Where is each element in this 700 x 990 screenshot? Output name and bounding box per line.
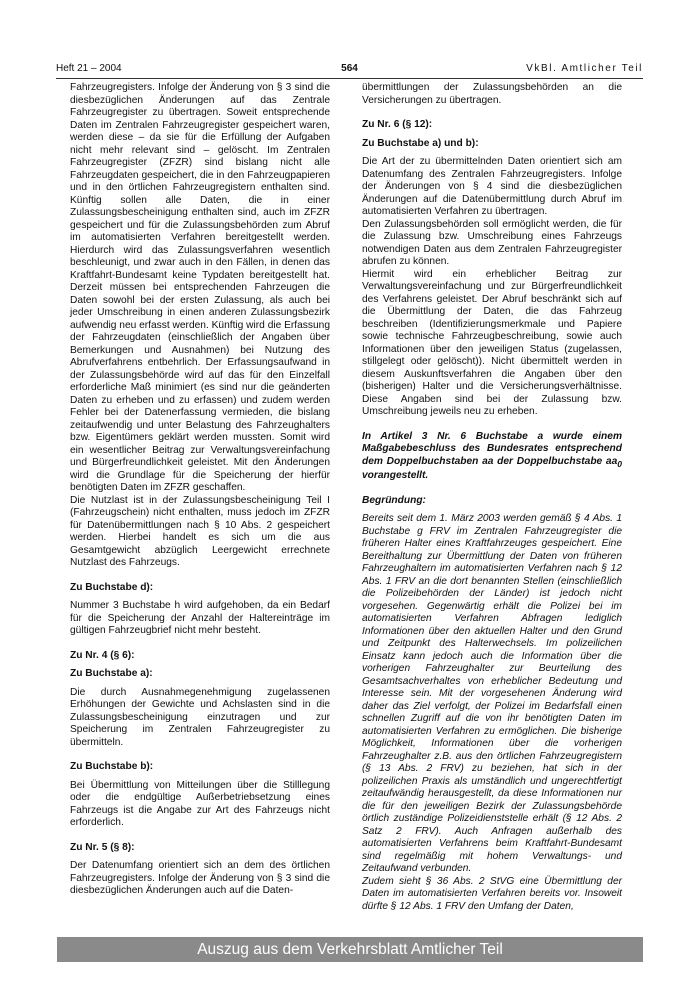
paragraph: Die Art der zu übermittelnden Daten orientiert sich am Datenumfang des Zentralen Fahrzeugregisters. Infolge der Änderungen von § 4 sind die diesbezüglichen Änderungen auf die Datenübermittlung durch Abruf im automatisierten Verfahren zu übertragen. [362, 156, 622, 217]
amendment-note-end: vorangestellt. [362, 470, 429, 482]
subsection-heading: Zu Buchstabe b): [70, 761, 154, 772]
amendment-note-text: In Artikel 3 Nr. 6 Buchstabe a wurde einem Maßgabebeschluss des Bundesrates entsprechend dem Doppelbuchstaben aa der Doppelbuchstabe aa [362, 430, 622, 467]
issue-label: Heft 21 – 2004 [56, 63, 122, 74]
paragraph: Bereits seit dem 1. März 2003 werden gemäß § 4 Abs. 1 Buchstabe g FRV im Zentralen Fahrzeugregister die früheren Halter eines Kraftfahrzeuges gespeichert. Eine Bereithaltung zur Übermittlung der Daten von früheren Fahrzeughaltern im automatisierten Verfahren nach § 12 Abs. 1 FRV an die dort benannten Stellen (einschließlich die Polizeibehörden der Länder) ist jedoch nicht vorgesehen. Gegenwärtig erhält die Polizei bei im automatisierten Verfahren Abfragen lediglich Informationen über den aktuellen Halter und den Grund und Zeitpunkt des Halterwechsels. Im polizeilichen Einsatz kann jedoch auch die Information über die vorherigen Fahrzeughalter zur Beurteilung des Gesamtsachverhaltes von erheblicher Bedeutung und Interesse sein. Mit der vorgesehenen Änderung wird daher das Ziel verfolgt, der Polizei im Bedarfsfall einen schnellen Zugriff auf die von ihr benötigten Daten im automatisierten Verfahren zu ermöglichen. Die bisherige Möglichkeit, Informationen über die vorherigen Fahrzeughalter z.B. aus den örtlichen Fahrzeugregistern (§ 13 Abs. 2 FRV) zu beziehen, hat sich in der polizeilichen Praxis als umständlich und ungerechtfertigt zeitaufwändig herausgestellt, da diese Informationen nur die für den jeweiligen Bezirk der Zulassungsbehörde örtlich zuständige Polizeidienststelle erhält (§ 12 Abs. 2 Satz 2 FRV). Auch Anfragen außerhalb des automatisierten Verfahrens beim Kraftfahrt-Bundesamt sind regelmäßig mit hohem Verwaltungs- und Zeitaufwand verbunden. [362, 513, 622, 875]
section-heading: Zu Nr. 5 (§ 8): [70, 841, 135, 853]
paragraph: Nummer 3 Buchstabe h wird aufgehoben, da ein Bedarf für die Speicherung der Anzahl der Haltereinträge im gültigen Fahrzeugbrief nicht mehr besteht. [70, 600, 330, 636]
paragraph: Bei Übermittlung von Mitteilungen über die Stilllegung oder die endgültige Außerbetriebsetzung eines Fahrzeugs ist die Angabe zur Art des Fahrzeugs nicht erforderlich. [70, 779, 330, 828]
amendment-note-subscript: 0 [617, 458, 622, 469]
paragraph: Der Datenumfang orientiert sich an dem des örtlichen Fahrzeugregisters. Infolge der Änderung von § 3 sind die diesbezüglichen Änderungen auch auf die Daten- [70, 860, 330, 896]
page-number: 564 [341, 63, 358, 74]
left-column [70, 82, 330, 898]
footer-banner: Auszug aus dem Verkehrsblatt Amtlicher Teil [57, 937, 643, 962]
paragraph: Hiermit wird ein erheblicher Beitrag zur Verwaltungsvereinfachung und zur Bürgerfreundlichkeit des Verfahrens geleistet. Der Abruf beschränkt sich auf die Übermittlung der Daten, die das Fahrzeug beschreiben (Identifizierungsmerkmale und Papiere sowie technische Fahrzeugbeschreibung, sowie auch Informationen über den jeweiligen Status (zugelassen, stillgelegt oder gelöscht)). Nicht übermittelt werden in diesem Auskunftsverfahren die Angaben über den (bisherigen) Halter und die Versicherungsverhältnisse. Diese Angaben sind bei der Zulassung bzw. Umschreibung jeweils neu zu erheben. [362, 268, 622, 417]
page-header [56, 62, 643, 76]
subsection-heading: Zu Buchstabe a): [70, 668, 153, 679]
section-heading: Zu Nr. 6 (§ 12): [362, 119, 433, 130]
paragraph: Zudem sieht § 36 Abs. 2 StVG eine Übermittlung der Daten im automatisierten Verfahren bereits vor. Insoweit dürfte § 12 Abs. 1 FRV den Umfang der Daten, [362, 875, 622, 912]
right-column [362, 82, 622, 913]
paragraph: Die durch Ausnahmegenehmigung zugelassenen Erhöhungen der Gewichte und Achslasten sind in die Zulassungsbescheinigung einzutragen und zur Speicherung im Zentralen Fahrzeugregister zu übermitteln. [70, 686, 330, 748]
paragraph: Fahrzeugregisters. Infolge der Änderung von § 3 sind die diesbezüglichen Änderungen auf das Zentrale Fahrzeugregister zu übertragen. Soweit entsprechende Daten im Zentralen Fahrzeugregister gespeichert waren, werden diese – da sie für die Erfüllung der Aufgaben nicht mehr relevant sind – gelöscht. Im Zentralen Fahrzeugregister (ZFZR) sind bislang nicht alle Fahrzeugdaten gespeichert, die in den Fahrzeugpapieren und in den örtlichen Fahrzeugregistern enthalten sind. Künftig sollen alle Daten, die in einer Zulassungsbescheinigung enthalten sind, auch im ZFZR gespeichert und für die Zulassungsbehörden zum Abruf im automatisierten Verfahren bereitgestellt werden. Hierdurch wird das Zulassungsverfahren wesentlich beschleunigt, und zwar auch in den Fällen, in denen das Kraftfahrt-Bundesamt keine Typdaten bereitgestellt hat. Derzeit müssen bei entsprechenden Fahrzeugen die Daten sowohl bei der ersten Zulassung, als auch bei jeder Umschreibung in einen anderen Zulassungsbezirk aufwendig neu erfasst werden. Künftig wird die Erfassung der Fahrzeugdaten (einschließlich der Angaben über Bemerkungen und Ausnahmen) bei Nutzung des Abrufverfahrens entbehrlich. Der Erfassungsaufwand in der Zulassungsbehörde wird auf das für den Einzelfall erforderliche Maß minimiert (es sind nur die geänderten Daten zu erheben und zu erfassen) und zudem werden Fehler bei der Datenerfassung vermieden, die bislang zeitaufwendig und unter Belastung des Fahrzeughalters bzw. Eigentümers geklärt werden mussten. Somit wird ein wesentlicher Beitrag zur Verwaltungsvereinfachung und Bürgerfreundlichkeit geleistet. Mit den Änderungen wird die Grundlage für die Speicherung der hierfür benötigten Daten im ZFZR geschaffen. [70, 82, 330, 493]
section-heading: Zu Nr. 4 (§ 6): [70, 649, 135, 661]
subsection-heading: Zu Buchstabe a) und b): [362, 137, 479, 149]
amendment-note [362, 431, 622, 483]
journal-title: VkBl. Amtlicher Teil [526, 63, 643, 74]
justification-heading: Begründung: [362, 494, 426, 506]
section-heading: Zu Buchstabe d): [70, 581, 154, 593]
paragraph: übermittlungen der Zulassungsbehörden an die Versicherungen zu übertragen. [362, 82, 622, 106]
paragraph: Die Nutzlast ist in der Zulassungsbescheinigung Teil I (Fahrzeugschein) nicht enthalten, muss jedoch im ZFZR für Datenübermittlungen nach § 10 Abs. 2 gespeichert werden. Hierbei handelt es sich um die aus Gesamtgewicht abzüglich Leergewicht errechnete Nutzlast des Fahrzeugs. [70, 494, 330, 568]
header-rule [56, 78, 643, 79]
paragraph: Den Zulassungsbehörden soll ermöglicht werden, die für die Zulassung bzw. Umschreibung eines Fahrzeugs notwendigen Daten aus dem Zentralen Fahrzeugregister abrufen zu können. [362, 218, 622, 267]
